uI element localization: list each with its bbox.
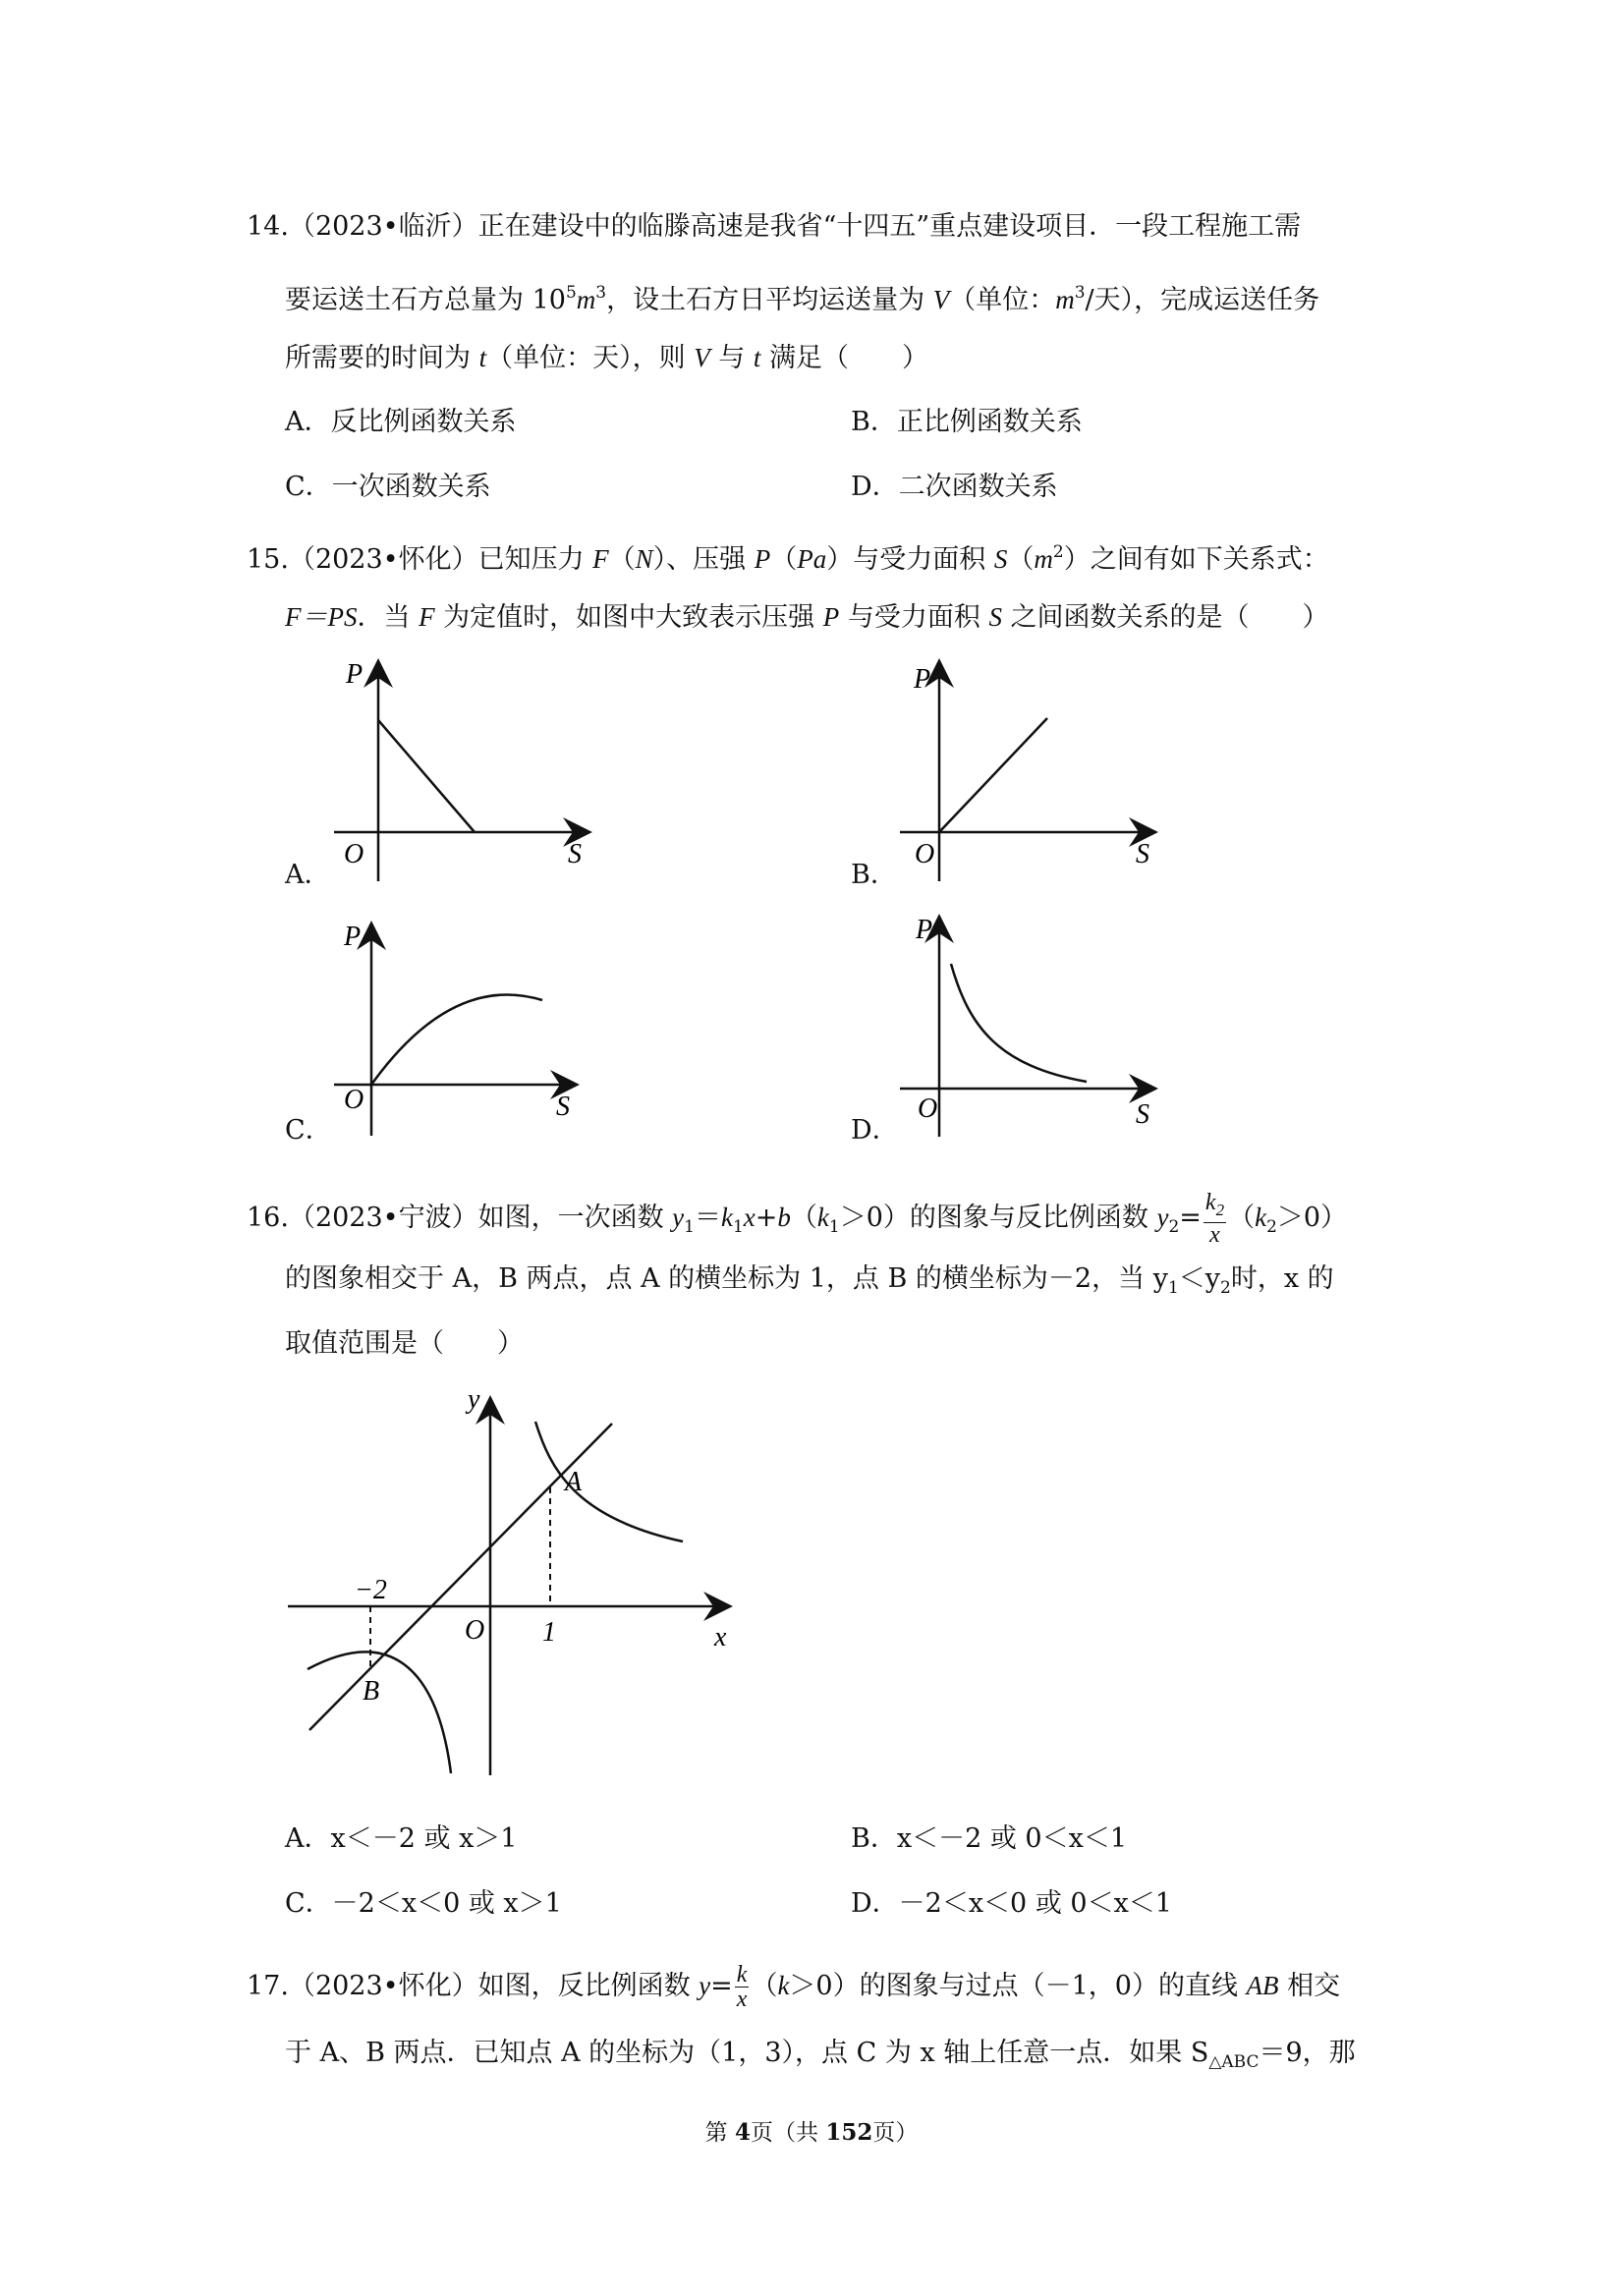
q16-option-c[interactable]: C．－2＜x＜0 或 x＞1	[285, 1888, 562, 1919]
y-axis-label: P	[914, 664, 931, 695]
x-axis-label: x	[714, 1622, 727, 1652]
q16-graph[interactable]	[280, 1380, 742, 1793]
q16-line2: 的图象相交于 A，B 两点，点 A 的横坐标为 1，点 B 的横坐标为－2，当 $y_1<y_2$时，x 的	[285, 1263, 1334, 1298]
q15-option-c[interactable]: C．	[285, 1115, 332, 1146]
q15-line1: 15.（2023•怀化）已知压力 F（N）、压强 P（Pa）与受力面积 $S(m^2)$之间有如下关系式：	[247, 542, 1329, 575]
tick-label-1: 1	[542, 1617, 556, 1648]
hyperbola-branch-1	[535, 1422, 683, 1541]
q17-fraction: $\frac{k}{x}$	[736, 1962, 748, 2012]
q16-fraction: $\frac{k_2}{x}$	[1204, 1190, 1225, 1248]
q17-line2: 于 A、B 两点．已知点 A 的坐标为（1，3），点 C 为 x 轴上任意一点．如果 $S_{\triangle ABC}=9$，那	[285, 2038, 1356, 2072]
q17-line1: 17.（2023•怀化）如图，反比例函数 y= $\frac{k}{x}$ （k＞0）的图象与过点（－1，0）的直线 AB 相交	[247, 1962, 1341, 2012]
origin-label: O	[344, 1085, 364, 1115]
increasing-line	[939, 718, 1047, 832]
q16-option-d[interactable]: D．－2＜x＜0 或 0＜x＜1	[851, 1888, 1172, 1919]
q16-option-a[interactable]: A．x＜－2 或 x＞1	[285, 1823, 518, 1854]
x-axis-label: S	[1136, 1099, 1149, 1130]
q15-graph-b[interactable]	[890, 653, 1165, 894]
q14-option-b[interactable]: B．正比例函数关系	[851, 407, 1083, 437]
q15-graph-d[interactable]	[890, 909, 1165, 1149]
x-axis-label: S	[556, 1092, 570, 1122]
y-axis-label: P	[916, 915, 933, 945]
concave-curve	[371, 994, 542, 1085]
y-axis-label: P	[346, 659, 364, 690]
q14-line2: 要运送土石方总量为 $10^5m^3$，设土石方日平均运送量为 V（单位：$m^3/$天），完成运送任务	[285, 283, 1320, 315]
q15-graph-a[interactable]	[324, 653, 599, 894]
tick-label-neg2: −2	[355, 1575, 387, 1605]
point-b-label: B	[363, 1676, 380, 1707]
q15-option-b[interactable]: B．	[851, 860, 897, 890]
y-axis-label: y	[468, 1384, 480, 1415]
decreasing-line	[378, 720, 475, 832]
q15-line2: F＝PS．当 F 为定值时，如图中大致表示压强 P 与受力面积 S 之间函数关系的是（ ）	[285, 602, 1329, 633]
x-axis-label: S	[1136, 839, 1149, 869]
hyperbola-curve	[951, 964, 1087, 1082]
y-axis-label: P	[344, 922, 362, 952]
point-a-label: A	[565, 1467, 583, 1497]
page-footer: 第 4页（共 152页）	[704, 2119, 919, 2146]
q14-line1: 14.（2023•临沂）正在建设中的临滕高速是我省“十四五”重点建设项目．一段工程施工需	[247, 211, 1302, 242]
q14-option-d[interactable]: D．二次函数关系	[851, 472, 1058, 502]
q15-graph-c[interactable]	[324, 914, 599, 1149]
x-axis-label: S	[568, 839, 582, 869]
origin-label: O	[465, 1615, 485, 1646]
q14-option-c[interactable]: C．一次函数关系	[285, 472, 491, 502]
q14-option-a[interactable]: A．反比例函数关系	[285, 407, 517, 437]
origin-label: O	[918, 1093, 938, 1124]
hyperbola-branch-3	[308, 1652, 451, 1773]
q15-option-d[interactable]: D．	[851, 1115, 899, 1146]
q16-line3: 取值范围是（ ）	[285, 1328, 524, 1359]
origin-label: O	[915, 839, 935, 869]
q16-option-b[interactable]: B．x＜－2 或 0＜x＜1	[851, 1823, 1127, 1854]
q14-line3: 所需要的时间为 t（单位：天），则 V 与 t 满足（ ）	[285, 343, 928, 373]
origin-label: O	[344, 839, 364, 869]
q16-line1: 16.（2023•宁波）如图，一次函数 $y_1=k_1x+b(k_1>0)$的图象与反比例函数 $y_2=$ $\frac{k_2}{x}$ $(k_2>0)$	[247, 1190, 1348, 1248]
q15-option-a[interactable]: A．	[285, 860, 331, 890]
